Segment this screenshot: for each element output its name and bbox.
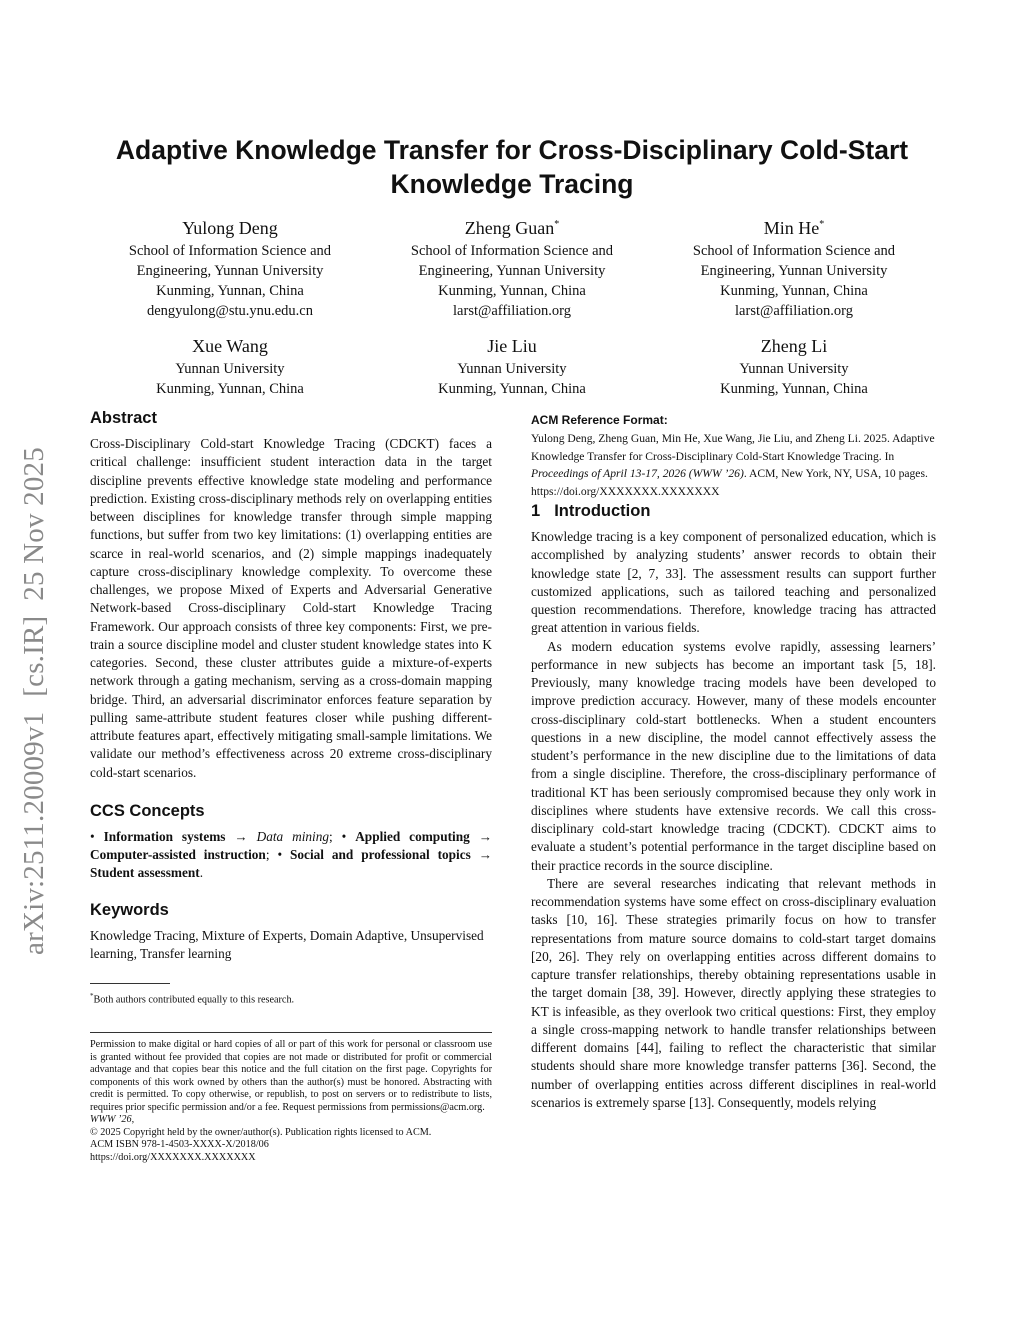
authors-row-1	[100, 216, 924, 321]
keywords-text: Knowledge Tracing, Mixture of Experts, Domain Adaptive, Unsupervised learning, Transfer learning	[90, 927, 484, 961]
author-block	[100, 334, 360, 399]
author-location: Kunming, Yunnan, China	[438, 381, 586, 397]
author-name: Min He	[763, 218, 820, 238]
footnote-divider	[90, 983, 170, 984]
author-affiliation: Engineering, Yunnan University	[700, 263, 888, 279]
isbn-line: ACM ISBN 978-1-4503-XXXX-X/2018/06	[90, 1139, 269, 1150]
intro-paragraph-1: Knowledge tracing is a key component of personalized education, which is accomplished by analyzing students’ answer records to obtain their knowledge state [2, 7, 33]. The assessment results can support further customized applications, such as tailored teaching and personalized question recommendations. Therefore, knowledge tracing has attracted great attention in various fields.	[531, 529, 936, 636]
author-block	[664, 334, 924, 399]
author-email[interactable]: larst@affiliation.org	[735, 303, 853, 319]
author-location: Kunming, Yunnan, China	[156, 283, 304, 299]
permission-notice	[90, 1032, 492, 1164]
author-location: Kunming, Yunnan, China	[720, 283, 868, 299]
ccs-concepts: • Information systems → Data mining; • Applied computing → Computer-assisted instruction; • Social and professional topics → Student assessment.	[90, 828, 493, 881]
keywords-heading: Keywords	[90, 900, 169, 919]
footnote-area	[90, 983, 492, 1006]
author-name: Zheng Li	[760, 336, 828, 356]
acm-reference-heading: ACM Reference Format:	[531, 413, 668, 427]
author-name: Xue Wang	[192, 336, 268, 356]
author-location: Kunming, Yunnan, China	[438, 283, 586, 299]
author-block	[382, 216, 642, 321]
author-block	[100, 216, 360, 321]
author-email[interactable]: dengyulong@stu.ynu.edu.cn	[147, 303, 313, 319]
copyright-line: © 2025 Copyright held by the owner/author(s). Publication rights licensed to ACM.	[90, 1126, 432, 1138]
right-column	[531, 413, 936, 1112]
left-column	[90, 407, 492, 1006]
author-affiliation: Yunnan University	[457, 361, 567, 377]
author-affiliation: Yunnan University	[175, 361, 285, 377]
author-affiliation: School of Information Science and	[410, 243, 614, 259]
section-number: 1	[531, 502, 541, 520]
author-email[interactable]: larst@affiliation.org	[453, 303, 571, 319]
arxiv-identifier: arXiv:2511.20009v1 [cs.IR] 25 Nov 2025	[18, 447, 50, 955]
abstract-text: Cross-Disciplinary Cold-start Knowledge Tracing (CDCKT) faces a critical challenge: insufficient student interaction data in the target discipline prevents effective knowledge state modeling and performance prediction. Existing cross-disciplinary methods rely on overlapping entities between disciplines for knowledge transfer through simple mapping functions, but suffer from two key limitations: (1) overlapping entities are scarce in real-world scenarios, and (2) simple mappings inadequately capture cross-disciplinary knowledge complexity. To overcome these challenges, we propose Mixed of Experts and Adversarial Generative Network-based Cross-disciplinary Cold-start Knowledge Tracing Framework. Our approach consists of three key components: First, we pre-train a source discipline model and cluster student knowledge states into K categories. Second, these cluster attributes guide a mixture-of-experts network through a gating mechanism, serving as a cross-domain mapping bridge. Third, an adversarial discriminator enforces feature separation by pulling same-attribute student features closer while pushing different-attribute features apart, effectively mitigating small-sample limitations. We validate our method’s effectiveness across 20 extreme cross-disciplinary cold-start scenarios.	[90, 436, 492, 780]
doi-link[interactable]: https://doi.org/XXXXXXX.XXXXXXX	[90, 1151, 256, 1163]
author-block	[664, 216, 924, 321]
author-name: Jie Liu	[487, 336, 537, 356]
venue: WWW ’26,	[90, 1114, 135, 1125]
author-name: Zheng Guan	[464, 218, 555, 238]
equal-contribution-mark: *	[819, 219, 825, 230]
equal-contribution-mark: *	[554, 219, 560, 230]
author-affiliation: Engineering, Yunnan University	[418, 263, 606, 279]
author-name: Yulong Deng	[182, 218, 278, 238]
author-affiliation: Yunnan University	[739, 361, 849, 377]
ccs-heading: CCS Concepts	[90, 801, 205, 820]
intro-paragraph-2: As modern education systems evolve rapidly, assessing learners’ performance in new subjects has become an important task [5, 18]. Previously, many knowledge tracing models have been developed to improve prediction accuracy. However, many of these models encounter cross-disciplinary cold-start bottlenecks. When a student encounters questions in a new discipline, the model cannot effectively assess the student’s performance in the new discipline due to the limitations of data from a single discipline. Therefore, the cross-disciplinary performance of traditional KT has been seriously compromised because they only work in disciplines where students have extensive records. We call this cross-disciplinary cold-start knowledge tracing (CDCKT). CDCKT aims to evaluate a student’s potential performance in the target discipline based on their practice records in the source discipline.	[531, 638, 936, 873]
paper-title: Adaptive Knowledge Transfer for Cross-Disciplinary Cold-Start Knowledge Tracing	[115, 135, 909, 199]
author-location: Kunming, Yunnan, China	[156, 381, 304, 397]
intro-paragraph-3: There are several researches indicating that relevant methods in recommendation systems have some effect on cross-disciplinary evaluation tasks [10, 16]. These strategies primarily focus on how to transfer representations from mature source domains to cold-start target domains [20, 26]. They rely on overlapping entities across different domains to capture transfer relationships, thereby obtaining representations usable in the target domain [38, 39]. However, directly applying these strategies to KT is infeasible, as they overlook two critical questions: First, they employ a single cross-mapping network to handle transfer relationships between different domains [44], failing to reflect the characteristic that similar students should share more knowledge transfer patterns [36]. Second, the number of overlapping entities across different disciplines in real-world scenarios is extremely sparse [13]. Consequently, models relying	[531, 875, 936, 1110]
author-location: Kunming, Yunnan, China	[720, 381, 868, 397]
acm-reference-text: Yulong Deng, Zheng Guan, Min He, Xue Wang, Jie Liu, and Zheng Li. 2025. Adaptive Knowledge Transfer for Cross-Disciplinary Cold-Start Knowledge Tracing. In Proceedings of April 13-17, 2026 (WWW ’26). ACM, New York, NY, USA, 10 pages. https://doi.org/XXXXXXX.XXXXXXX	[531, 432, 935, 498]
author-block	[382, 334, 642, 399]
introduction-heading: 1 Introduction	[531, 502, 651, 520]
author-affiliation: School of Information Science and	[128, 243, 332, 259]
author-affiliation: Engineering, Yunnan University	[136, 263, 324, 279]
permission-text: Permission to make digital or hard copies of all or part of this work for personal or classroom use is granted without fee provided that copies are not made or distributed for profit or commercial advantage and that copies bear this notice and the full citation on the first page. Copyrights for components of this work owned by others than the author(s) must be honored. Abstracting with credit is permitted. To copy otherwise, or republish, to post on servers or to redistribute to lists, requires prior specific permission and/or a fee. Request permissions from permissions@acm.org.	[90, 1039, 492, 1113]
equal-contribution-footnote: *Both authors contributed equally to this research.	[90, 992, 295, 1006]
abstract-heading: Abstract	[90, 409, 157, 427]
authors-row-2	[100, 334, 924, 399]
author-affiliation: School of Information Science and	[692, 243, 896, 259]
